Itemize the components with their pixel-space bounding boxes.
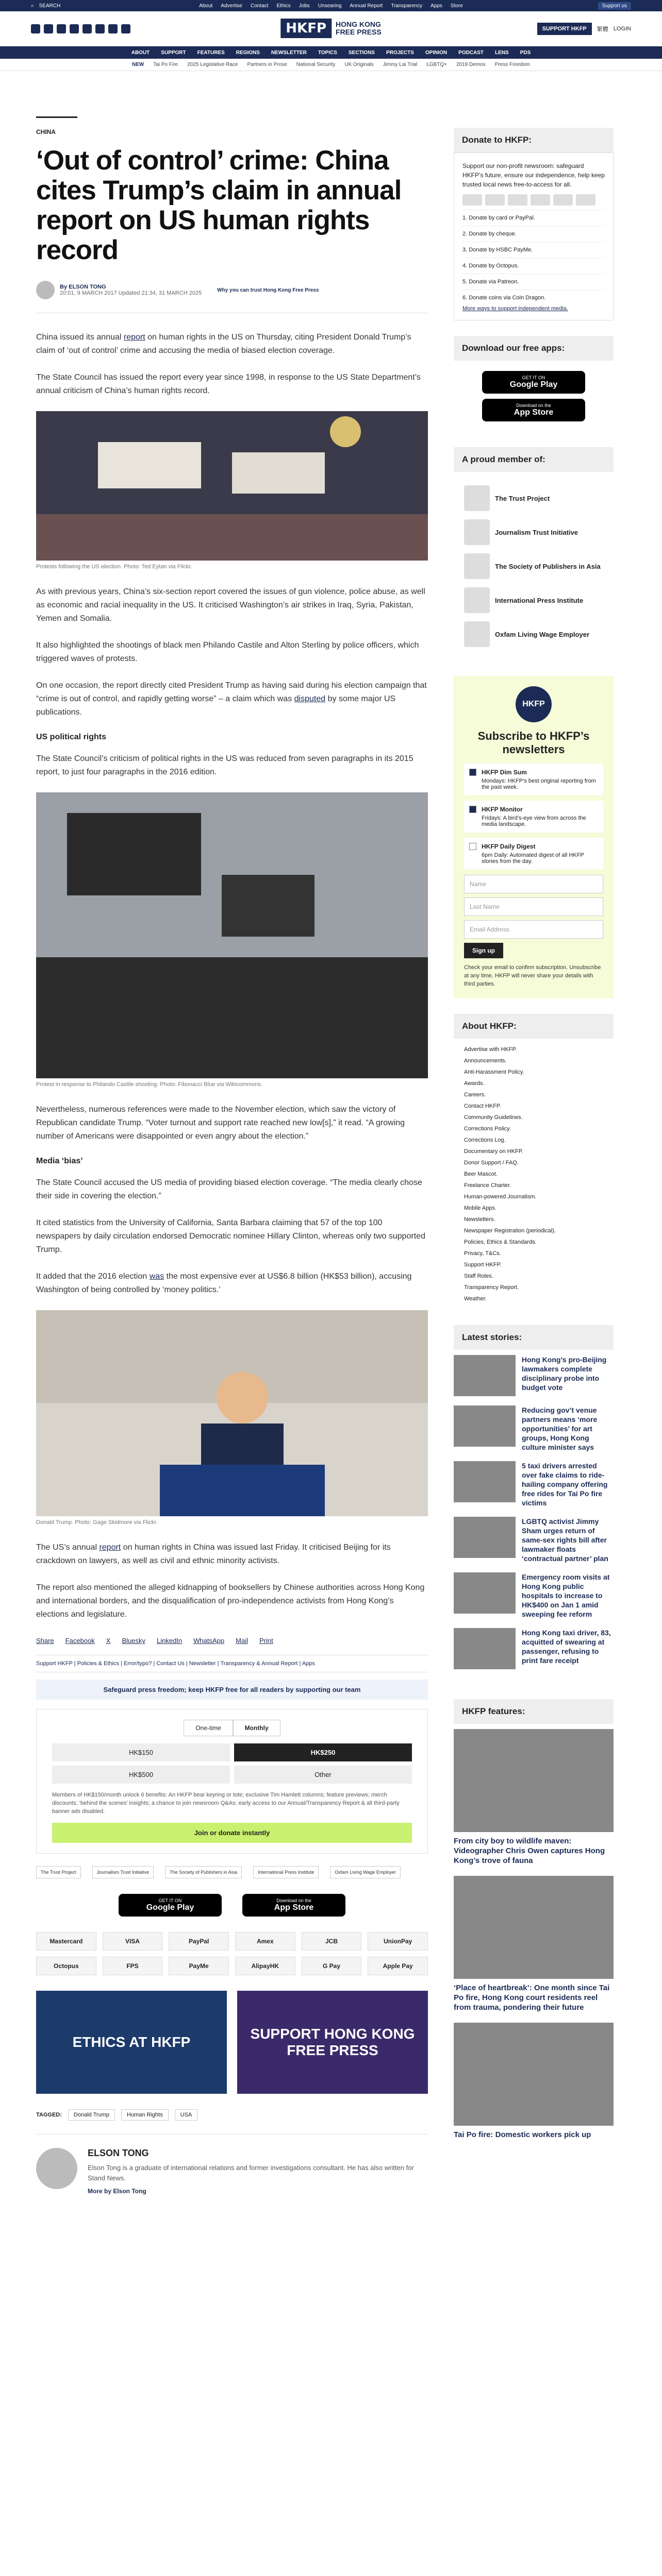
tag[interactable]: USA [175, 2109, 198, 2121]
donate-option[interactable]: 1. Donate by card or PayPal. [462, 210, 605, 226]
support-hkfp-button[interactable]: SUPPORT HKFP [537, 23, 592, 35]
util-link[interactable]: Ethics [276, 3, 291, 9]
latest-stories [454, 1350, 614, 1684]
latest-story[interactable] [454, 1517, 614, 1563]
was-link[interactable]: was [149, 1272, 164, 1281]
checkbox-checked [469, 806, 476, 813]
more-by-author-link[interactable]: More by Elson Tong [88, 2188, 146, 2195]
checkbox-checked [469, 769, 476, 776]
donate-widget [454, 152, 614, 320]
feature-thumbnail[interactable] [454, 1876, 614, 1979]
util-link[interactable]: Jobs [299, 3, 310, 9]
tag[interactable]: Human Rights [121, 2109, 169, 2121]
payment-logo: PayPal [169, 1932, 229, 1951]
join-donate-button[interactable]: Join or donate instantly [52, 1823, 412, 1843]
paragraph: It also highlighted the shootings of black men Philando Castile and Alton Sterling by police officers, which triggered waves of protests. [36, 641, 419, 663]
tag[interactable]: Donald Trump [68, 2109, 115, 2121]
newsletter-option[interactable]: HKFP Dim Sum Mondays: HKFP’s best original reporting from the past week. [464, 764, 603, 795]
about-link[interactable]: Transparency Report. [464, 1284, 519, 1291]
author-name[interactable]: ELSON TONG [88, 2148, 149, 2158]
checkbox-unchecked [469, 843, 476, 850]
share-mail[interactable]: Mail [236, 1637, 248, 1645]
amount-option-selected[interactable]: HK$250 [234, 1743, 412, 1761]
donate-option[interactable]: 6. Donate coins via Coin Dragon. [462, 290, 605, 306]
about-heading: About HKFP: [454, 1014, 614, 1039]
donate-text[interactable]: Support our non-profit newsroom: safeguard HKFP’s future, ensure our independence, help keep trusted local news free-to-access for all. [462, 162, 605, 188]
payment-logo: Octopus [36, 1957, 96, 1975]
publish-dates: 20:01, 9 MARCH 2017 Updated 21:34, 31 MARCH 2025 [60, 290, 202, 296]
nav-item[interactable]: OPINION [425, 49, 448, 56]
logo-line-1: HONG KONG [336, 20, 381, 28]
trending-link[interactable]: LGBTQ+ [426, 62, 447, 67]
story-thumbnail[interactable] [454, 1461, 516, 1502]
donate-option[interactable]: 5. Donate via Patreon. [462, 274, 605, 290]
site-logo[interactable] [280, 19, 381, 38]
latest-story[interactable] [454, 1461, 614, 1507]
about-link[interactable]: Mobile Apps. [464, 1205, 496, 1211]
amount-option[interactable]: HK$150 [52, 1743, 230, 1761]
share-label[interactable]: Share [36, 1637, 54, 1645]
article [36, 71, 428, 2195]
photo-placeholder [36, 411, 428, 561]
about-link[interactable]: Privacy, T&Cs. [464, 1250, 501, 1257]
util-link[interactable]: Apps [431, 3, 442, 9]
about-link[interactable]: Contact HKFP. [464, 1103, 501, 1109]
protest-photo [36, 411, 428, 561]
site-header [0, 11, 662, 46]
util-link[interactable]: Annual Report [350, 3, 383, 9]
latest-story[interactable] [454, 1572, 614, 1619]
about-link[interactable]: Weather. [464, 1296, 487, 1302]
nav-item[interactable]: REGIONS [236, 49, 260, 56]
story-thumbnail[interactable] [454, 1355, 516, 1396]
trending-link[interactable]: National Security [296, 62, 336, 67]
util-link[interactable]: Store [450, 3, 463, 9]
paragraph: As with previous years, China’s six-section report covered the issues of gun violence, police abuse, as well as economic and racial inequality in the US. It criticised Washington’s air strikes in Iraq, Syria, Pakistan, Yemen and Somalia. [36, 587, 425, 623]
trending-label: NEW [131, 62, 144, 67]
trending-link[interactable]: Partners in Prose [247, 62, 287, 67]
paragraph: The US’s annual report on human rights in China was issued last Friday. It criticised Beijing for its crackdown on lawyers, as well as civil and ethnic minority activists. [36, 1543, 391, 1565]
story-thumbnail[interactable] [454, 1405, 516, 1447]
about-link[interactable]: Community Guidelines. [464, 1114, 523, 1121]
castile-protest-photo [36, 792, 428, 1078]
nav-item[interactable]: PODCAST [458, 49, 484, 56]
newsletter-option[interactable]: HKFP Monitor Fridays: A bird’s-eye view from across the media landscape. [464, 801, 603, 833]
more-ways-link[interactable]: More ways to support independent media. [462, 306, 568, 312]
author-photo [36, 2148, 77, 2189]
member-benefits: Members of HK$150/month unlock 6 benefits: An HKFP bear keyring or tote; exclusive Tim Hamlett columns; feature previews; merch discounts; ‘behind the scenes’ insights; a chance to join newsroom Q&As; early access to our Annual/Transparency Report & all third-party banner ads disabled. [52, 1792, 400, 1815]
author-bio: Elson Tong is a graduate of international relations and former investigations consultant. He has also written for Stand News. [88, 2164, 414, 2182]
nav-item[interactable]: PROJECTS [386, 49, 414, 56]
photo-caption: Protest in response to Philando Castile shooting. Photo: Fibonacci Blue via Wikicommons. [36, 1081, 262, 1088]
trending-link[interactable]: Tai Po Fire [153, 62, 178, 67]
story-headline[interactable]: Emergency room visits at Hong Kong public hospitals to increase to HK$400 on Jan 1 amid sweeping fee reform [522, 1573, 610, 1618]
paragraph: It cited statistics from the University of California, Santa Barbara claiming that 57 of the top 100 newspapers by daily circulation endorsed Democratic nominee Hillary Clinton, whereas only two supported Trump. [36, 1218, 426, 1254]
paragraph: Nevertheless, numerous references were made to the November election, which saw the victory of Republican candidate Trump. “Voter turnout and support rate reached new low[s],” it read. “A growing number of Americans were disappointed or even angry about the election.” [36, 1105, 405, 1141]
share-whatsapp[interactable]: WhatsApp [193, 1637, 225, 1645]
about-list [454, 1039, 614, 1310]
paragraph: The State Council accused the US media of providing biased election coverage. “The media clearly chose their side in covering the election.” [36, 1178, 422, 1200]
member-item[interactable]: The Society of Publishers in Asia [464, 553, 603, 579]
about-link[interactable]: Newspaper Registration (periodical). [464, 1228, 556, 1234]
about-link[interactable]: Anti-Harassment Policy. [464, 1069, 524, 1075]
byline [36, 281, 428, 299]
trending-bar [0, 59, 662, 71]
payment-logo: PayMe [169, 1957, 229, 1975]
about-link[interactable]: Documentary on HKFP. [464, 1148, 523, 1155]
payment-methods [36, 1932, 428, 1975]
search-link[interactable]: SEARCH [39, 3, 61, 9]
search-icon[interactable]: ⌕ [31, 3, 34, 9]
member-item[interactable]: Journalism Trust Initiative [464, 519, 603, 545]
author-link[interactable]: By ELSON TONG [60, 284, 106, 290]
safeguard-banner[interactable]: Safeguard press freedom; keep HKFP free for all readers by supporting our team [36, 1680, 428, 1700]
app-store-badge[interactable]: Download on the App Store [482, 399, 585, 421]
share-print[interactable]: Print [259, 1637, 273, 1645]
social-icons [31, 24, 130, 33]
email-input[interactable]: Email Address [464, 920, 603, 939]
ipi-icon [464, 587, 490, 613]
support-promo[interactable]: SUPPORT HONG KONG FREE PRESS [237, 1991, 428, 2094]
login-link[interactable]: LOGIN [613, 25, 631, 32]
story-thumbnail[interactable] [454, 1517, 516, 1558]
nav-item[interactable]: SECTIONS [348, 49, 375, 56]
photo-placeholder [36, 792, 428, 1078]
story-headline[interactable]: Hong Kong’s pro-Beijing lawmakers complete disciplinary probe into budget vote [522, 1355, 607, 1392]
trust-project-icon [464, 485, 490, 511]
payment-logo: Mastercard [36, 1932, 96, 1951]
feature-headline[interactable]: Tai Po fire: Domestic workers pick up [454, 2130, 591, 2139]
signup-button[interactable]: Sign up [464, 943, 503, 958]
rss-icon[interactable] [108, 24, 118, 33]
oxfam-icon [464, 621, 490, 647]
share-bar [36, 1637, 428, 1645]
latest-heading: Latest stories: [454, 1325, 614, 1350]
facebook-icon[interactable] [31, 24, 40, 33]
trending-link[interactable]: 2025 Legislative Race [187, 62, 238, 67]
category-kicker[interactable]: CHINA [36, 116, 77, 135]
nav-item[interactable]: SUPPORT [161, 49, 186, 56]
trending-link[interactable]: 2019 Demos [456, 62, 486, 67]
paragraph: China issued its annual report on human rights in the US on Thursday, citing President Donald Trump’s claim of ‘out of control’ crime and accusing the media of biased election coverage. [36, 333, 411, 355]
share-facebook[interactable]: Facebook [65, 1637, 95, 1645]
about-link[interactable]: Corrections Policy. [464, 1126, 511, 1132]
membership-logos [36, 1866, 428, 1878]
photo-caption: Donald Trump. Photo: Gage Skidmore via Flickr. [36, 1519, 158, 1526]
tagged-label: TAGGED: [36, 2112, 62, 2118]
about-link[interactable]: Announcements. [464, 1058, 507, 1064]
apps-heading: Download our free apps: [454, 336, 614, 361]
sidebar-app-badges [454, 361, 614, 432]
latest-story[interactable] [454, 1628, 614, 1669]
story-headline[interactable]: LGBTQ activist Jimmy Sham urges return of same-sex rights bill after lawmaker floats ‘contractual partner’ plan [522, 1517, 608, 1563]
paragraph: The State Council’s criticism of political rights in the US was reduced from seven paragraphs in its 2015 report, to just four paragraphs in the 2016 edition. [36, 754, 413, 776]
trust-project-logo[interactable]: The Trust Project [36, 1866, 81, 1878]
ipi-logo[interactable]: International Press Institute [253, 1866, 319, 1878]
payment-logo: G Pay [302, 1957, 362, 1975]
disputed-link[interactable]: disputed [294, 694, 326, 703]
sidebar [454, 128, 614, 2195]
member-item[interactable]: Oxfam Living Wage Employer [464, 621, 603, 647]
donate-heading: Donate to HKFP: [454, 128, 614, 152]
author-avatar [36, 281, 55, 299]
logo-line-2: FREE PRESS [336, 28, 382, 36]
member-item[interactable]: The Trust Project [464, 485, 603, 511]
paragraph: The report also mentioned the alleged kidnapping of booksellers by Chinese authorities across Hong Kong and international borders, and the disqualification of pro-independence activists from Hong Kong’s elections and legislature. [36, 1583, 425, 1619]
feature-headline[interactable]: ‘Place of heartbreak’: One month since Tai Po fire, Hong Kong court residents reel from trauma, pondering their future [454, 1984, 610, 2012]
youtube-icon[interactable] [82, 24, 92, 33]
telegram-icon[interactable] [121, 24, 130, 33]
about-link[interactable]: Newsletters. [464, 1216, 495, 1223]
nav-item[interactable]: PDS [520, 49, 531, 56]
donate-option[interactable]: 3. Donate by HSBC PayMe. [462, 242, 605, 258]
payment-logo: FPS [103, 1957, 163, 1975]
app-store-badge[interactable]: Download on the App Store [242, 1894, 345, 1917]
share-x[interactable]: X [106, 1637, 111, 1645]
top-utility-bar [0, 0, 662, 11]
amount-option-other[interactable]: Other [234, 1766, 412, 1784]
payment-logo: Amex [235, 1932, 295, 1951]
about-link[interactable]: Beer Mascot. [464, 1171, 498, 1177]
donation-box [36, 1709, 428, 1854]
jti-icon [464, 519, 490, 545]
newsletter-note: Check your email to confirm subscription. Unsubscribe at any time. HKFP will never share your details with third parties. [464, 964, 601, 987]
main-nav [0, 46, 662, 59]
story-thumbnail[interactable] [454, 1628, 516, 1669]
story-thumbnail[interactable] [454, 1572, 516, 1614]
photo-caption: Protests following the US election. Photo: Ted Eytan via Flickr. [36, 564, 192, 570]
author-box [36, 2134, 428, 2195]
one-time-toggle[interactable]: One-time [184, 1720, 233, 1736]
amount-option[interactable]: HK$500 [52, 1766, 230, 1784]
app-badges [36, 1894, 428, 1917]
support-links[interactable]: Support HKFP | Policies & Ethics | Error/typo? | Contact Us | Newsletter | Transparency & Annual Report | Apps [36, 1655, 428, 1672]
about-link[interactable]: Advertise with HKFP. [464, 1046, 517, 1053]
threads-icon[interactable] [70, 24, 79, 33]
latest-story[interactable] [454, 1405, 614, 1452]
logo-mark: HKFP [280, 19, 332, 38]
us-report-link[interactable]: report [99, 1543, 121, 1552]
nav-item[interactable]: LENS [495, 49, 509, 56]
features-heading: HKFP features: [454, 1699, 614, 1724]
about-link[interactable]: Human-powered Journalism. [464, 1194, 537, 1200]
feature-story[interactable] [454, 1729, 614, 1866]
language-toggle[interactable]: 繁體 [597, 26, 608, 32]
util-link[interactable]: Unsearing [318, 3, 342, 9]
story-headline[interactable]: Reducing gov’t venue partners means ‘more opportunities’ for art groups, Hong Kong culture minister says [522, 1406, 598, 1451]
sopa-logo[interactable]: The Society of Publishers in Asia [165, 1866, 242, 1878]
photo-placeholder [36, 1310, 428, 1516]
sopa-icon [464, 553, 490, 579]
nav-item[interactable]: FEATURES [197, 49, 225, 56]
section-heading: US political rights [36, 733, 107, 741]
story-headline[interactable]: Hong Kong taxi driver, 83, acquitted of swearing at passenger, refusing to print fare receipt [522, 1629, 611, 1665]
monthly-toggle[interactable]: Monthly [233, 1720, 280, 1736]
share-linkedin[interactable]: LinkedIn [157, 1637, 183, 1645]
about-link[interactable]: Careers. [464, 1092, 486, 1098]
about-link[interactable]: Freelance Charter. [464, 1182, 511, 1189]
promo-banners [36, 1991, 428, 2094]
section-heading: Media ‘bias’ [36, 1157, 83, 1165]
feature-story[interactable] [454, 2023, 614, 2140]
payment-logo: VISA [103, 1932, 163, 1951]
trending-link[interactable]: UK Originals [344, 62, 374, 67]
article-title: ‘Out of control’ crime: China cites Trump’s claim in annual report on US human rights record [36, 145, 402, 265]
trending-link[interactable]: Jimmy Lai Trial [383, 62, 418, 67]
x-icon[interactable] [44, 24, 53, 33]
newsletter-signup [454, 676, 614, 998]
about-link[interactable]: Corrections Log. [464, 1137, 506, 1143]
nav-item[interactable]: ABOUT [131, 49, 150, 56]
about-link[interactable]: Support HKFP. [464, 1262, 502, 1268]
jti-logo[interactable]: Journalism Trust Initiative [92, 1866, 154, 1878]
feature-thumbnail[interactable] [454, 2023, 614, 2126]
payment-logo: UnionPay [368, 1932, 428, 1951]
newsletter-title: Subscribe to HKFP’s newsletters [477, 730, 590, 756]
share-bluesky[interactable]: Bluesky [122, 1637, 145, 1645]
google-play-badge[interactable]: GET IT ON Google Play [119, 1894, 222, 1917]
donate-option[interactable]: 2. Donate by cheque. [462, 226, 605, 242]
donate-option[interactable]: 4. Donate by Octopus. [462, 258, 605, 274]
payment-logo: JCB [302, 1932, 362, 1951]
util-link[interactable]: About [199, 3, 213, 9]
instagram-icon[interactable] [57, 24, 66, 33]
member-item[interactable]: International Press Institute [464, 587, 603, 613]
nav-item[interactable]: NEWSLETTER [271, 49, 307, 56]
name-input[interactable]: Name [464, 875, 603, 893]
latest-story[interactable] [454, 1355, 614, 1396]
feature-thumbnail[interactable] [454, 1729, 614, 1832]
utility-links [0, 3, 662, 9]
about-link[interactable]: Donor Support / FAQ. [464, 1160, 519, 1166]
last-name-input[interactable]: Last Name [464, 897, 603, 916]
feature-stories [454, 1724, 614, 2155]
trust-link[interactable]: Why you can trust Hong Kong Free Press [217, 287, 319, 293]
newsletter-option[interactable]: HKFP Daily Digest 6pm Daily: Automated digest of all HKFP stories from the day. [464, 838, 603, 870]
member-list [454, 472, 614, 660]
story-headline[interactable]: 5 taxi drivers arrested over fake claims to ride-hailing company offering free rides for Tai Po fire victims [522, 1462, 608, 1507]
about-link[interactable]: Awards. [464, 1080, 485, 1087]
util-link[interactable]: Advertise [221, 3, 242, 9]
hkfp-logo-icon: HKFP [516, 686, 552, 722]
paragraph: It added that the 2016 election was the most expensive ever at US$6.8 billion (HK$53 billion), accusing Washington of being controlled by ‘money politics.’ [36, 1272, 412, 1294]
email-icon[interactable] [95, 24, 105, 33]
util-link[interactable]: Contact [250, 3, 269, 9]
payment-logo: AlipayHK [235, 1957, 295, 1975]
trending-link[interactable]: Press Freedom [494, 62, 531, 67]
support-us-link[interactable]: Support us [598, 2, 631, 10]
trump-photo [36, 1310, 428, 1516]
payment-icons [462, 194, 605, 206]
paragraph: On one occasion, the report directly cited President Trump as having said during his election campaign that “crime is out of control, and rapidly getting worse” – a claim which was disputed by some major US publications. [36, 681, 427, 717]
feature-story[interactable] [454, 1876, 614, 2012]
about-link[interactable]: Policies, Ethics & Standards. [464, 1239, 537, 1245]
ethics-promo[interactable]: ETHICS AT HKFP [36, 1991, 227, 2094]
oxfam-logo[interactable]: Oxfam Living Wage Employer [330, 1866, 401, 1878]
about-link[interactable]: Staff Roles. [464, 1273, 493, 1279]
util-link[interactable]: Transparency [391, 3, 423, 9]
tag-list [36, 2109, 428, 2121]
google-play-badge[interactable]: GET IT ON Google Play [482, 371, 585, 394]
paragraph: The State Council has issued the report every year since 1998, in response to the US State Department’s annual criticism of China’s human rights record. [36, 373, 421, 395]
feature-headline[interactable]: From city boy to wildlife maven: Videographer Chris Owen captures Hong Kong’s trove of fauna [454, 1837, 605, 1865]
nav-item[interactable]: TOPICS [318, 49, 337, 56]
member-heading: A proud member of: [454, 447, 614, 472]
report-link[interactable]: report [123, 333, 145, 342]
payment-logo: Apple Pay [368, 1957, 428, 1975]
